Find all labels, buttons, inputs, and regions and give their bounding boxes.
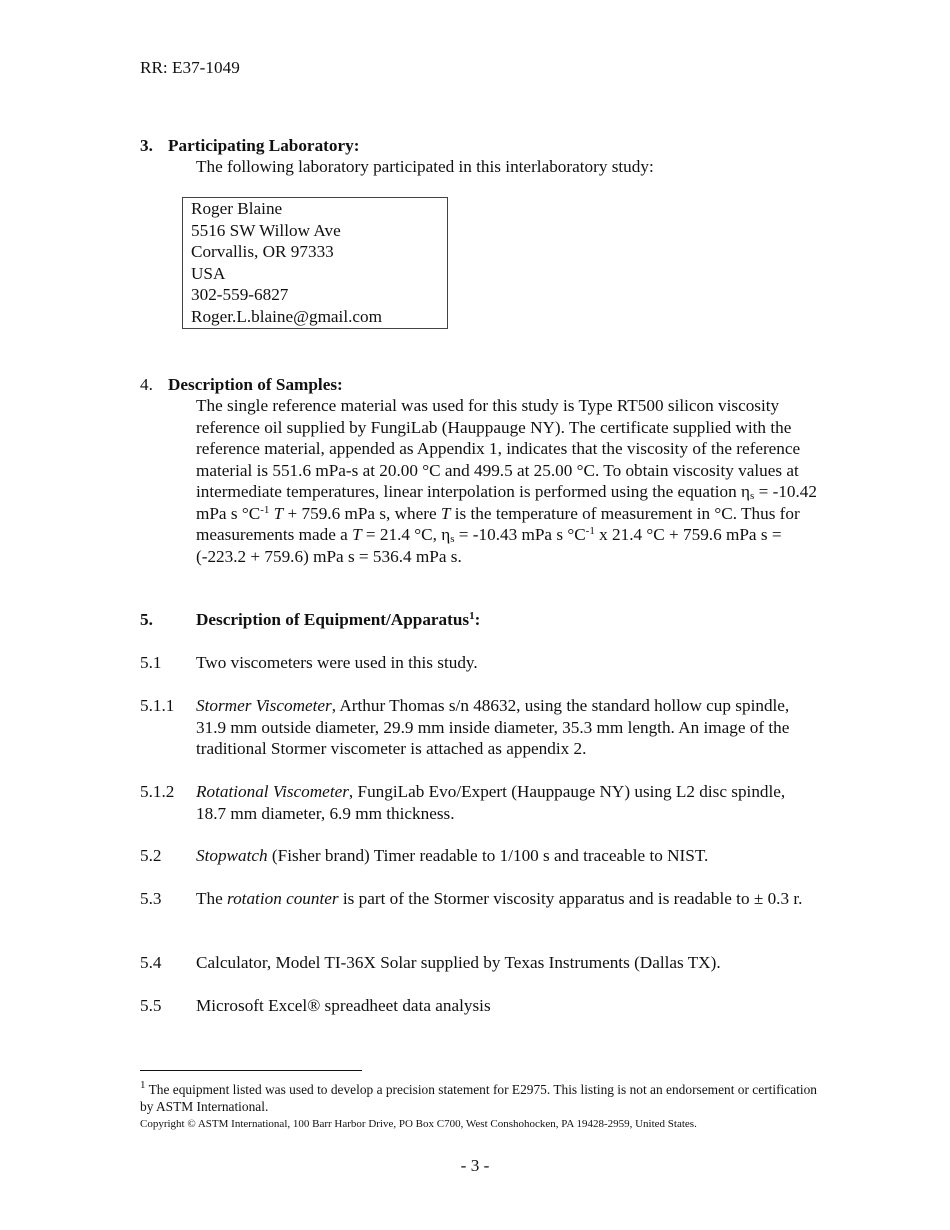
running-header: RR: E37-1049 [140, 58, 240, 77]
footnote-divider [140, 1070, 362, 1071]
address-box [182, 197, 448, 329]
section-3-intro: The following laboratory participated in this interlaboratory study: [196, 157, 654, 176]
footnote-text: The equipment listed was used to develop a precision statement for E2975. This listing is not an endorsement or certification by ASTM International. [140, 1082, 817, 1114]
address-line: Roger Blaine [191, 199, 283, 218]
address-line: 302-559-6827 [191, 285, 289, 304]
footnote-mark: 1 [140, 1079, 146, 1091]
section-4-body: The single reference material was used for this study is Type RT500 silicon viscosity reference oil supplied by FungiLab (Hauppauge NY). The certificate supplied with the reference material, appended as Appendix 1, indicates that the viscosity of the reference material is 551.6 mPa-s at 20.00 °C and 499.5 at 25.00 °C. To obtain viscosity values at intermediate temperatures, linear interpolation is performed using the equation ηs = -10.42 mPa s $^\circ C^{-1}$ T + 759.6 mPa s, where T is the temperature of measurement in °C. Thus for measurements made a T = 21.4 °C, ηs = -10.43 mPa s $^\circ C^{-1}$ x 21.4 °C + 759.6 mPa s = (-223.2 + 759.6) mPa s = 536.4 mPa s. [196, 396, 817, 566]
section-4-number: 4. [140, 375, 153, 394]
footnote [140, 1081, 820, 1115]
address-line: 5516 SW Willow Ave [191, 220, 341, 240]
address-email: Roger.L.blaine@gmail.com [191, 306, 383, 326]
section-4-heading [140, 374, 343, 396]
section-3-heading [140, 135, 359, 157]
section-3-number: 3. [140, 136, 153, 155]
page-number: - 3 - [460, 1156, 490, 1175]
section-5-number: 5. [140, 610, 153, 629]
address-line: Corvallis, OR 97333 [191, 242, 334, 261]
address-line: USA [191, 263, 226, 283]
section-5-title: Description of Equipment/Apparatus [196, 610, 470, 629]
section-4-title: Description of Samples: [168, 375, 343, 394]
footnote-ref: 1 [469, 610, 475, 622]
section-3-title: Participating Laboratory: [168, 136, 360, 155]
copyright-line: Copyright © ASTM International, 100 Barr Harbor Drive, PO Box C700, West Conshohocken, PA 19428-2959, United States. [140, 1118, 697, 1130]
